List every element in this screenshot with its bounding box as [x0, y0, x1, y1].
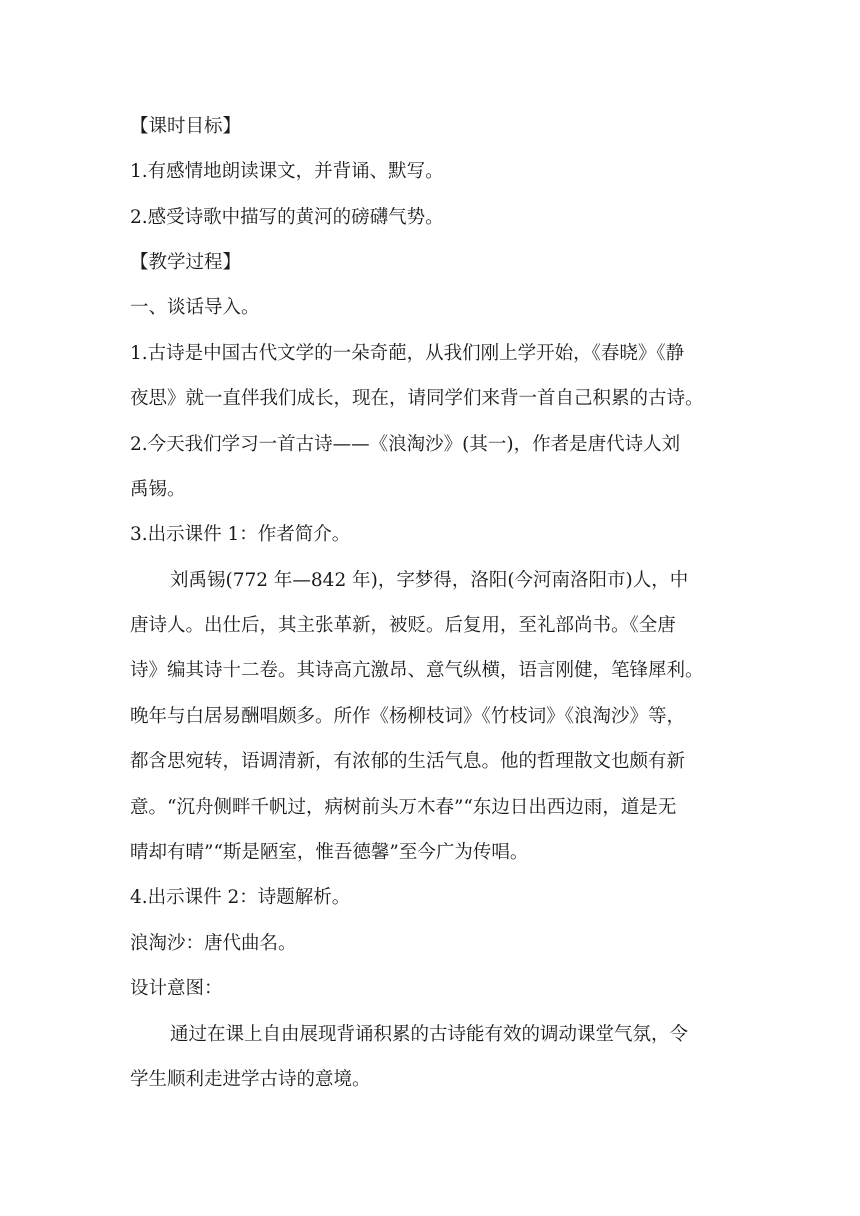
step-1-line-1: 1.古诗是中国古代文学的一朵奇葩，从我们刚上学开始，《春晓》《静 [130, 343, 685, 364]
step-2-line-1: 2.今天我们学习一首古诗——《浪淘沙》(其一)，作者是唐代诗人刘 [130, 434, 681, 455]
design-heading: 设计意图： [130, 978, 223, 999]
section-1-heading: 一、谈话导入。 [130, 297, 260, 318]
author-intro-line-4: 晚年与白居易酬唱颇多。所作《杨柳枝词》《竹枝词》《浪淘沙》等， [130, 706, 686, 727]
author-intro-line-3: 诗》编其诗十二卷。其诗高亢激昂、意气纵横，语言刚健，笔锋犀利。 [130, 660, 704, 681]
step-1-line-2: 夜思》就一直伴我们成长，现在，请同学们来背一首自己积累的古诗。 [130, 388, 704, 409]
title-note: 浪淘沙：唐代曲名。 [130, 933, 297, 954]
step-4: 4.出示课件 2：诗题解析。 [130, 887, 351, 908]
author-intro-line-5: 都含思宛转，语调清新，有浓郁的生活气息。他的哲理散文也颇有新 [130, 751, 686, 772]
author-intro-line-6: 意。“沉舟侧畔千帆过，病树前头万木春”“东边日出西边雨，道是无 [130, 797, 677, 818]
process-heading: 【教学过程】 [130, 252, 242, 273]
design-text-line-2: 学生顺利走进学古诗的意境。 [130, 1069, 371, 1090]
design-text-line-1: 通过在课上自由展现背诵积累的古诗能有效的调动课堂气氛，令 [170, 1024, 689, 1045]
goal-item-2: 2.感受诗歌中描写的黄河的磅礴气势。 [130, 207, 444, 228]
step-3: 3.出示课件 1：作者简介。 [130, 524, 351, 545]
author-intro-line-1: 刘禹锡(772 年—842 年)，字梦得，洛阳(今河南洛阳市)人，中 [170, 570, 689, 591]
author-intro-line-7: 晴却有晴”“斯是陋室，惟吾德馨”至今广为传唱。 [130, 842, 529, 863]
author-intro-line-2: 唐诗人。出仕后，其主张革新，被贬。后复用，至礼部尚书。《全唐 [130, 615, 676, 636]
lesson-goal-heading: 【课时目标】 [130, 116, 242, 137]
step-2-line-2: 禹锡。 [130, 479, 186, 500]
goal-item-1: 1.有感情地朗读课文，并背诵、默写。 [130, 161, 444, 182]
